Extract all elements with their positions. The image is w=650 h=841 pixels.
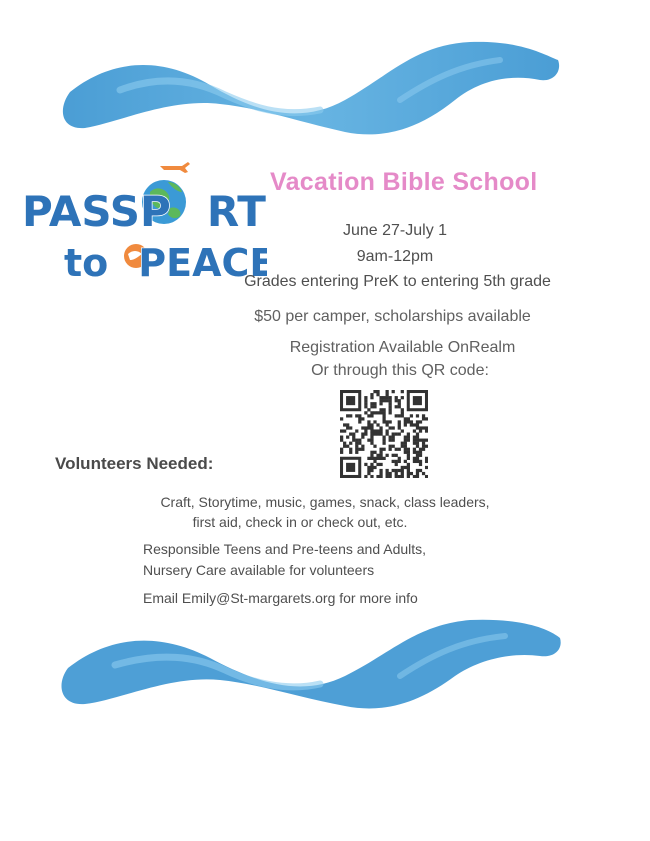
- volunteers-heading: Volunteers Needed:: [55, 454, 214, 473]
- event-dates: June 27-July 1: [342, 222, 448, 239]
- event-time: 9am-12pm: [356, 248, 434, 265]
- page-title: Vacation Bible School: [270, 168, 538, 196]
- logo-line-passport: PASSP RT: [22, 187, 266, 236]
- event-grades: Grades entering PreK to entering 5th grade: [244, 273, 551, 290]
- top-wave-decoration: [0, 30, 650, 150]
- event-price: $50 per camper, scholarships available: [254, 308, 531, 325]
- qr-prompt: Or through this QR code:: [311, 362, 489, 379]
- logo-line-to-peace: to PEACE: [64, 241, 267, 285]
- nursery-care-info: Nursery Care available for volunteers: [143, 562, 375, 578]
- airplane-icon: [160, 162, 190, 173]
- contact-email-info: Email Emily@St-margarets.org for more info: [143, 590, 418, 606]
- registration-info: Registration Available OnRealm: [289, 339, 516, 356]
- registration-qr-code[interactable]: [340, 390, 428, 478]
- bottom-wave-decoration: [0, 610, 650, 720]
- volunteer-eligibility: Responsible Teens and Pre-teens and Adults,: [143, 541, 427, 557]
- volunteer-roles-line1: Craft, Storytime, music, games, snack, class leaders,: [160, 494, 490, 510]
- volunteer-roles-line2: first aid, check in or check out, etc.: [192, 514, 408, 530]
